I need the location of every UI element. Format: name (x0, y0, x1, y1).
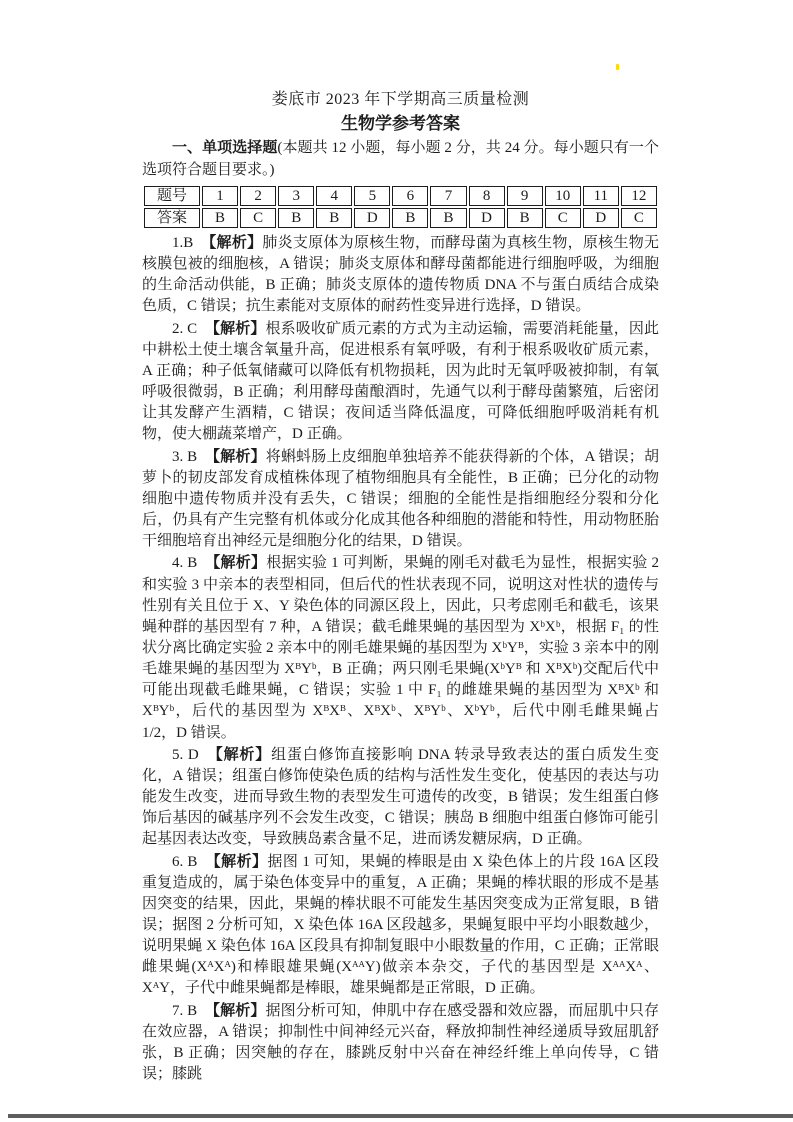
section-heading (142, 137, 659, 181)
answer-cell: B (316, 208, 352, 228)
question-number-cell: 6 (392, 186, 428, 206)
document-title: 娄底市 2023 年下学期高三质量检测 (271, 91, 530, 108)
scan-artifact-dot (616, 64, 619, 70)
question-number-cell: 2 (240, 186, 276, 206)
answer-cell: D (469, 208, 505, 228)
section-heading-rest: (本题共 12 小题，每小题 2 分，共 24 分。每小题只有一个选项符合题目要求。) (142, 140, 659, 178)
document-content (142, 88, 659, 1085)
document-subtitle: 生物学参考答案 (341, 114, 460, 133)
table-row-answers (144, 208, 657, 228)
answer-cell: C (621, 208, 657, 228)
answer-cell: D (354, 208, 390, 228)
explanation-text: 据图 1 可知，果蝇的棒眼是由 X 染色体上的片段 16A 区段重复造成的，属于染色体变异中的重复，A 正确；果蝇的棒状眼的形成不是基因突变的结果，因此，果蝇的棒状眼不可能发生基因突变成为正常复眼，B 错误；据图 2 分析可知，X 染色体 16A 区段越多，果蝇复眼中平均小眼数越少，说明果蝇 X 染色体 16A 区段具有抑制复眼中小眼数量的作用，C 正确；正常眼雌果蝇(XᴬXᴬ)和棒眼雄果蝇(XᴬᴬY)做亲本杂交，子代的基因型是 XᴬᴬXᴬ、XᴬY，子代中雌果蝇都是棒眼，雄果蝇都是正常眼，D 正确。 (142, 853, 659, 997)
scan-artifact-bottom-edge (8, 1114, 793, 1118)
question-number-cell: 4 (316, 186, 352, 206)
answer-cell: B (507, 208, 543, 228)
jiexi-label: 【解析】 (205, 554, 267, 572)
question-number-cell: 7 (430, 186, 466, 206)
explanation-paragraph-2 (142, 318, 659, 446)
row-label-question-number: 题号 (144, 186, 200, 206)
question-number-cell: 9 (507, 186, 543, 206)
answer-number: 4. B (172, 555, 198, 572)
answer-number: 5. D (172, 746, 199, 763)
answer-number: 6. B (172, 853, 198, 870)
question-number-cell: 1 (202, 186, 238, 206)
explanation-paragraph-4 (142, 552, 659, 743)
answer-cell: D (583, 208, 619, 228)
jiexi-label: 【解析】 (201, 234, 263, 251)
row-label-answer: 答案 (144, 208, 200, 228)
explanation-text: 将蝌蚪肠上皮细胞单独培养不能获得新的个体，A 错误；胡萝卜的韧皮部发育成植株体现了植物细胞具有全能性，B 正确；已分化的动物细胞中遗传物质并没有丢失，C 错误；细胞的全能性是指细胞经分裂和分化后，仍具有产生完整有机体或分化成其他各种细胞的潜能和特性，用动物胚胎干细胞培育出神经元是细胞分化的结果，D 错误。 (142, 448, 659, 550)
answer-number: 1.B (172, 235, 194, 251)
answer-cell: B (278, 208, 314, 228)
question-number-cell: 3 (278, 186, 314, 206)
answer-cell: B (392, 208, 428, 228)
explanation-text: 据图分析可知，伸肌中存在感受器和效应器，而屈肌中只存在效应器，A 错误；抑制性中间神经元兴奋，释放抑制性神经递质导致屈肌舒张，B 正确；因突触的存在，膝跳反射中兴奋在神经纤维上单向传导，C 错误；膝跳 (142, 1002, 659, 1083)
section-heading-bold: 一、单项选择题 (172, 139, 278, 156)
answer-number: 3. B (172, 448, 198, 465)
answer-cell: B (430, 208, 466, 228)
explanation-paragraph-3 (142, 446, 659, 553)
question-number-cell: 8 (469, 186, 505, 206)
question-number-cell: 12 (621, 186, 657, 206)
answer-key-table (142, 184, 659, 230)
answer-cell: B (202, 208, 238, 228)
jiexi-label: 【解析】 (205, 852, 268, 870)
explanation-paragraph-1 (142, 232, 659, 318)
explanation-text: 根系吸收矿质元素的方式为主动运输，需要消耗能量，因此中耕松土使土壤含氧量升高，促进根系有氧呼吸，有利于根系吸收矿质元素，A 正确；种子低氧储藏可以降低有机物损耗，因为此时无氧呼吸被抑制，有氧呼吸很微弱，B 正确；利用酵母菌酿酒时，先通气以利于酵母菌繁殖，后密闭让其发酵产生酒精，C 错误；夜间适当降低温度，可降低细胞呼吸消耗有机物，使大棚蔬菜增产，D 正确。 (142, 320, 659, 443)
jiexi-label: 【解析】 (204, 319, 266, 337)
explanation-paragraph-7 (142, 1000, 659, 1086)
question-number-cell: 10 (545, 186, 581, 206)
explanation-text: 组蛋白修饰直接影响 DNA 转录导致表达的蛋白质发生变化，A 错误；组蛋白修饰使染色质的结构与活性发生变化，使基因的表达与功能发生改变，进而导致生物的表型发生可遗传的改变，B 错误；发生组蛋白修饰后基因的碱基序列不会发生改变，C 错误；胰岛 B 细胞中组蛋白修饰可能引起基因表达改变，导致胰岛素含量不足，进而诱发糖尿病，D 正确。 (142, 746, 659, 848)
question-number-cell: 5 (354, 186, 390, 206)
jiexi-label: 【解析】 (205, 447, 266, 465)
jiexi-label: 【解析】 (207, 745, 272, 763)
explanation-text: 根据实验 1 可判断，果蝇的刚毛对截毛为显性，根据实验 2 和实验 3 中亲本的表型相同，但后代的性状表现不同，说明这对性状的遗传与性别有关且位于 X、Y 染色体的同源区段上，因此，只考虑刚毛和截毛，该果蝇种群的基因型有 7 种，A 错误；截毛雌果蝇的基因型为 XᵇXᵇ，根据 F₁ 的性状分离比确定实验 2 亲本中的刚毛雄果蝇的基因型为 XᵇYᴮ，实验 3 亲本中的刚毛雄果蝇的基因型为 XᴮYᵇ，B 正确；两只刚毛果蝇(XᵇYᴮ 和 XᴮXᵇ)交配后代中可能出现截毛雌果蝇，C 错误；实验 1 中 F₁ 的雌雄果蝇的基因型为 XᴮXᵇ 和 XᴮYᵇ，后代的基因型为 XᴮXᴮ、XᴮXᵇ、XᴮYᵇ、XᵇYᵇ，后代中刚毛雌果蝇占 1/2，D 错误。 (142, 555, 659, 741)
explanation-paragraph-6 (142, 851, 659, 1000)
answer-number: 2. C (172, 320, 198, 337)
explanation-text: 肺炎支原体为原核生物，而酵母菌为真核生物，原核生物无核膜包被的细胞核，A 错误；肺炎支原体和酵母菌都能进行细胞呼吸，为细胞的生命活动供能，B 正确；肺炎支原体的遗传物质 DNA 不与蛋白质结合成染色质，C 错误；抗生素能对支原体的耐药性变异进行选择，D 错误。 (142, 235, 659, 315)
answer-cell: C (545, 208, 581, 228)
question-number-cell: 11 (583, 186, 619, 206)
table-row-question-numbers (144, 186, 657, 206)
answer-cell: C (240, 208, 276, 228)
jiexi-label: 【解析】 (204, 1001, 266, 1019)
answer-number: 7. B (172, 1002, 198, 1019)
explanation-paragraph-5 (142, 744, 659, 851)
